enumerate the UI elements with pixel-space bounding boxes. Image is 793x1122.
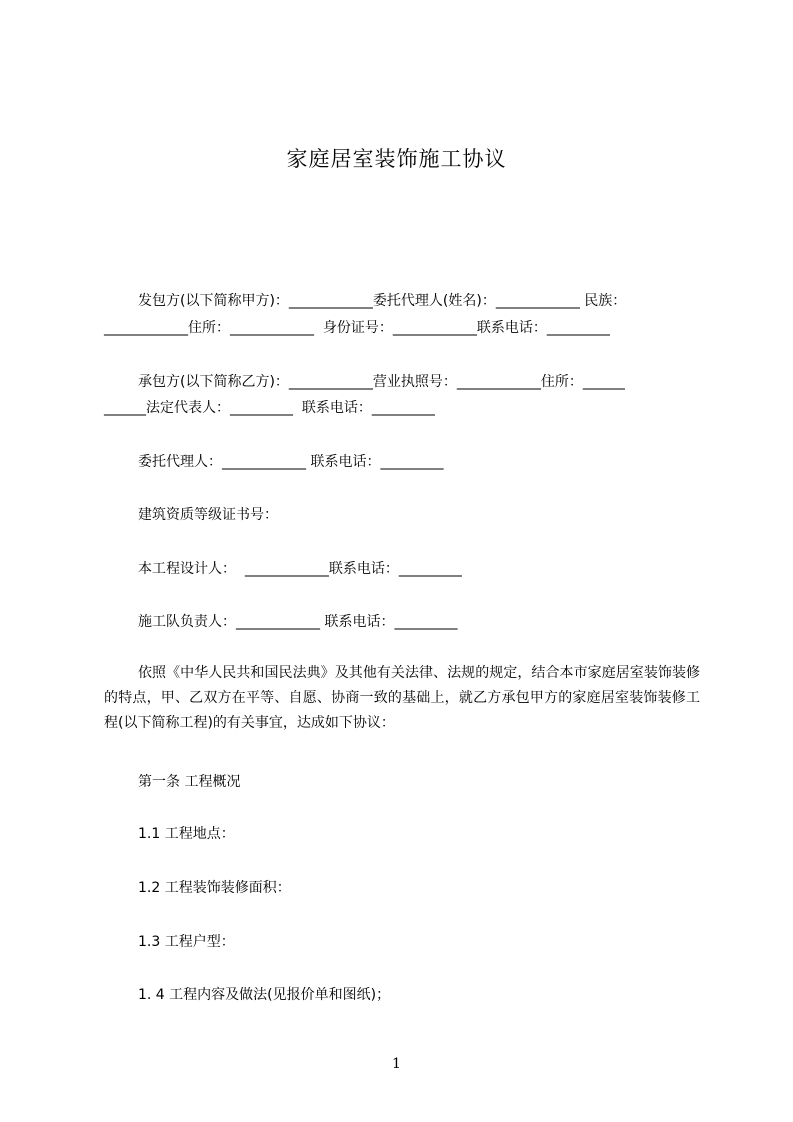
party-a-line-1: 发包方(以下简称甲方)：____________委托代理人(姓名)：____________ 民族： bbox=[138, 293, 627, 309]
article-1-item: 1.3 工程户型： bbox=[138, 934, 235, 950]
article-1-item: 1.1 工程地点： bbox=[138, 826, 235, 842]
article-1-heading: 第一条 工程概况 bbox=[138, 774, 241, 790]
party-a-line-2: ____________住所：____________ 身份证号：____________联系电话：_________ bbox=[104, 320, 610, 336]
party-b-line-1: 承包方(以下简称乙方)：____________营业执照号：____________住所：______ bbox=[138, 374, 625, 390]
page-number: 1 bbox=[392, 1056, 401, 1072]
qualification-line: 建筑资质等级证书号： bbox=[138, 507, 278, 523]
agent-line: 委托代理人：____________ 联系电话：_________ bbox=[138, 454, 444, 470]
designer-line: 本工程设计人： ____________联系电话：_________ bbox=[138, 561, 462, 577]
article-1-item: 1.2 工程装饰装修面积： bbox=[138, 880, 291, 896]
party-b-line-2: ______法定代表人：_________ 联系电话：_________ bbox=[104, 400, 435, 416]
preamble-paragraph: 依照《中华人民共和国民法典》及其他有关法律、法规的规定，结合本市家庭居室装饰装修的特点，甲、乙双方在平等、自愿、协商一致的基础上，就乙方承包甲方的家庭居室装饰装修工程(以下简称工程)的有关事宜，达成如下协议： bbox=[104, 665, 700, 731]
article-1-item: 1. 4 工程内容及做法(见报价单和图纸)； bbox=[138, 987, 391, 1003]
document-title: 家庭居室装饰施工协议 bbox=[286, 147, 507, 171]
team-leader-line: 施工队负责人：____________ 联系电话：_________ bbox=[138, 614, 458, 630]
